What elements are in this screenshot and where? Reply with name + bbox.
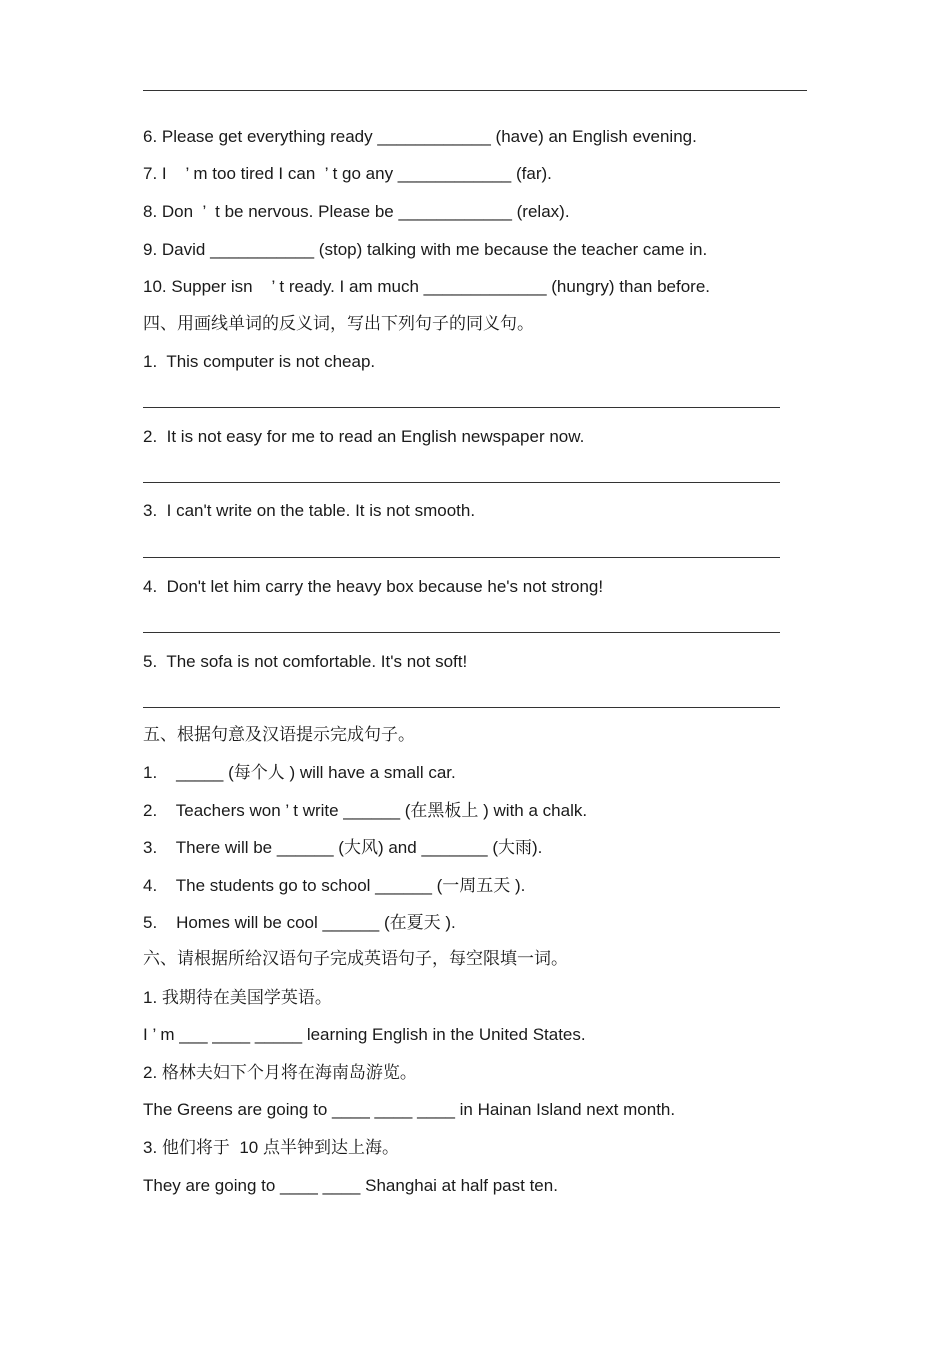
- answer-line-4[interactable]: [143, 632, 780, 633]
- section-6-item-3-chinese: 3. 他们将于 10 点半钟到达上海。: [143, 1138, 399, 1157]
- section-6-item-1-chinese: 1. 我期待在美国学英语。: [143, 988, 332, 1007]
- section-4-item-2: 2. It is not easy for me to read an English newspaper now.: [143, 427, 585, 446]
- section-5-item-3: 3. There will be ______ (大风) and _______ (大雨).: [143, 838, 543, 857]
- answer-line-2[interactable]: [143, 482, 780, 483]
- exercise-3-item-9: 9. David ___________ (stop) talking with me because the teacher came in.: [143, 240, 708, 259]
- exercise-3-item-8: 8. Don ’ t be nervous. Please be ____________ (relax).: [143, 202, 570, 221]
- section-5-item-2: 2. Teachers won ’ t write ______ (在黑板上 ) with a chalk.: [143, 801, 588, 820]
- exercise-3-item-7: 7. I ’ m too tired I can ’ t go any ____________ (far).: [143, 164, 552, 183]
- exercise-3-item-10: 10. Supper isn ’ t ready. I am much _____________ (hungry) than before.: [143, 277, 711, 296]
- section-4-item-5: 5. The sofa is not comfortable. It's not soft!: [143, 652, 468, 671]
- top-divider: [143, 90, 807, 91]
- section-5-heading: 五、根据句意及汉语提示完成句子。: [143, 725, 415, 744]
- section-4-item-1: 1. This computer is not cheap.: [143, 352, 376, 371]
- section-4-heading: 四、用画线单词的反义词，写出下列句子的同义句。: [143, 314, 534, 333]
- section-6-heading: 六、请根据所给汉语句子完成英语句子，每空限填一词。: [143, 949, 568, 968]
- section-4-item-4: 4. Don't let him carry the heavy box because he's not strong!: [143, 577, 604, 596]
- section-6-item-2-english: The Greens are going to ____ ____ ____ in Hainan Island next month.: [143, 1100, 676, 1119]
- answer-line-3[interactable]: [143, 557, 780, 558]
- exercise-3-item-6: 6. Please get everything ready ____________ (have) an English evening.: [143, 127, 697, 146]
- answer-line-1[interactable]: [143, 407, 780, 408]
- section-6-item-2-chinese: 2. 格林夫妇下个月将在海南岛游览。: [143, 1063, 417, 1082]
- section-5-item-5: 5. Homes will be cool ______ (在夏天 ).: [143, 913, 456, 932]
- section-6-item-1-english: I ’ m ___ ____ _____ learning English in the United States.: [143, 1025, 586, 1044]
- section-4-item-3: 3. I can't write on the table. It is not smooth.: [143, 501, 476, 520]
- answer-line-5[interactable]: [143, 707, 780, 708]
- section-5-item-4: 4. The students go to school ______ (一周五天 ).: [143, 876, 526, 895]
- section-5-item-1: 1. _____ (每个人 ) will have a small car.: [143, 763, 456, 782]
- section-6-item-3-english: They are going to ____ ____ Shanghai at half past ten.: [143, 1176, 558, 1195]
